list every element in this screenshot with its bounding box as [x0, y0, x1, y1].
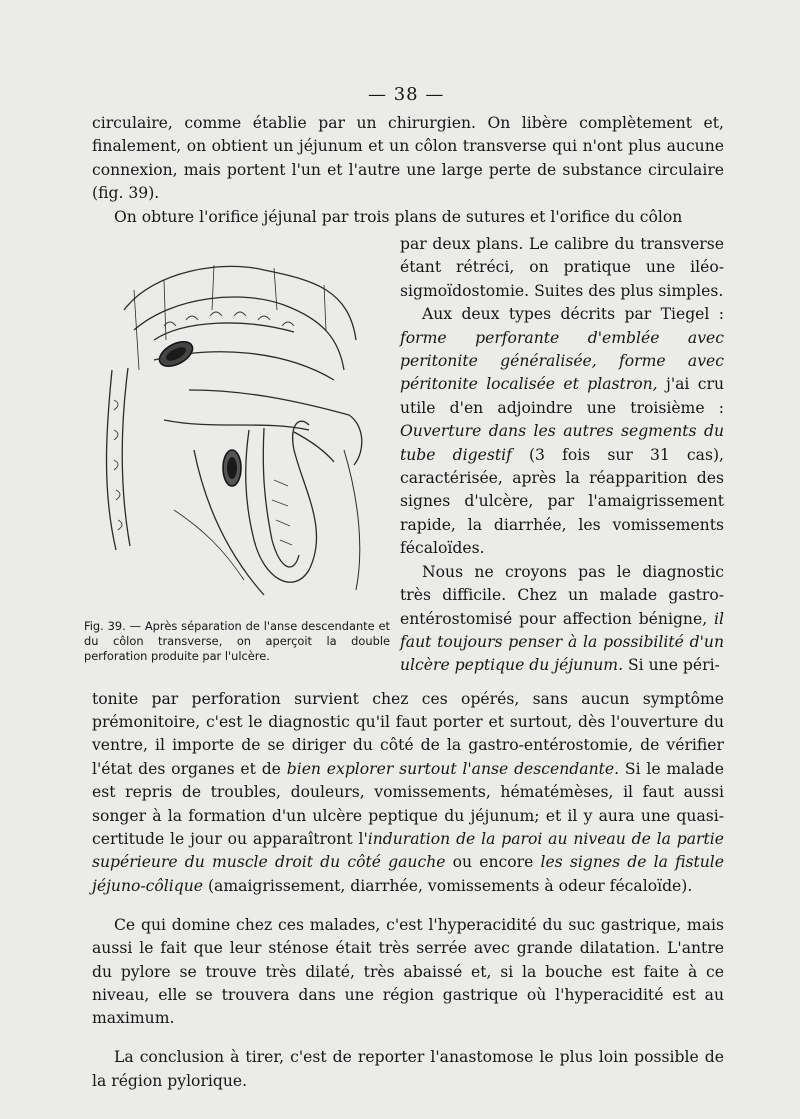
paragraph-2-start: On obture l'orifice jéjunal par trois plans de sutures et l'orifice du côlon	[114, 207, 683, 226]
paragraph-6: La conclusion à tirer, c'est de reporter l'anastomose le plus loin possible de la région pylorique.	[92, 1048, 724, 1090]
paragraph-4-end: tonite par perforation survient chez ces opérés, sans aucun symptôme prémonitoire, c'est le diagnostic qu'il faut porter et surtout, dès l'ouverture du ventre, il importe de se diriger du côté de la gastro-entérostomie, de vérifier l'état des organes et de bien explorer surtout l'anse descendante. Si le malade est repris de troubles, douleurs, vomissements, hématémèses, il faut aussi songer à la formation d'un ulcère peptique du jéjunum; et il y aura une quasi-certitude le jour ou apparaîtront l'induration de la paroi au niveau de la partie supérieure du muscle droit du côté gauche ou encore les signes de la fistule jéjuno-côlique (amaigrissement, diarrhée, vomissements à odeur fécaloïde).	[92, 689, 724, 895]
paragraph-5: Ce qui domine chez ces malades, c'est l'hyperacidité du suc gastrique, mais aussi le fait que leur sténose était très serrée avec grande dilatation. L'antre du pylore se trouve très dilaté, très abaissé et, si la bouche est faite à ce niveau, elle se trouvera dans une région gastrique où l'hyperacidité est au maximum.	[92, 915, 724, 1028]
right-column-text	[400, 233, 724, 678]
paragraph-4-start: Nous ne croyons pas le diagnostic très difficile. Chez un malade gastro-entérostomisé pour affection bénigne, il faut toujours penser à la possibilité d'un ulcère peptique du jéjunum. Si une péri-	[400, 562, 724, 675]
anatomical-figure	[94, 250, 388, 612]
intestine-illustration	[94, 250, 388, 612]
figure-caption: Fig. 39. — Après séparation de l'anse descendante et du côlon transverse, on aperçoit la double perforation produite par l'ulcère.	[84, 619, 390, 663]
paragraph-2-end: par deux plans. Le calibre du transverse étant rétréci, on pratique une iléo-sigmoïdostomie. Suites des plus simples.	[400, 235, 724, 300]
main-text-continued	[92, 672, 724, 1109]
page-number: — 38 —	[368, 84, 445, 105]
paragraph-1: circulaire, comme établie par un chirurgien. On libère complètement et, finalement, on obtient un jéjunum et un côlon transverse qui n'ont plus aucune connexion, mais portent l'un et l'autre une large perte de substance circulaire (fig. 39). On obture l'orifice jéjunal par trois plans de sutures et l'orifice du côlon	[92, 112, 724, 229]
paragraph-3: Aux deux types décrits par Tiegel : forme perforante d'emblée avec peritonite généralisée, forme avec péritonite localisée et plastron, j'ai cru utile d'en adjoindre une troisième : Ouverture dans les autres segments du tube digestif (3 fois sur 31 cas), caractérisée, après la réapparition des signes d'ulcère, par l'amaigrissement rapide, la diarrhée, les vomissements fécaloïdes.	[400, 305, 724, 558]
